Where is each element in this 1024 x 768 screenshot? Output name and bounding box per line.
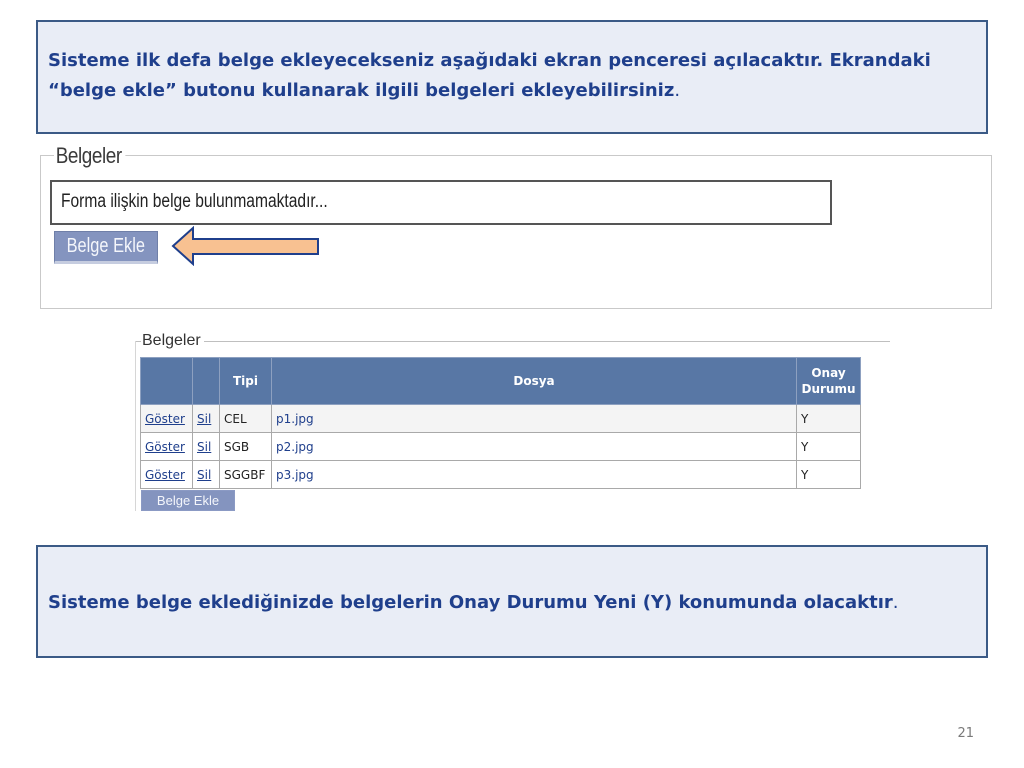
documents-table-legend: Belgeler	[141, 332, 204, 350]
top-instruction-period: .	[674, 80, 681, 101]
header-onay-line1: Onay	[811, 366, 846, 380]
documents-table-frame-left	[135, 341, 136, 511]
bottom-instruction-text: Sisteme belge eklediğinizde belgelerin Onay Durumu Yeni (Y) konumunda olacaktır	[48, 592, 893, 613]
header-action-col	[141, 358, 193, 405]
row-file: p1.jpg	[272, 405, 797, 433]
show-link[interactable]: Göster	[145, 411, 185, 426]
row-approval-status: Y	[797, 433, 861, 461]
add-document-button-label: Belge Ekle	[66, 235, 146, 257]
row-type: SGGBF	[220, 461, 272, 489]
top-instruction-callout	[36, 20, 988, 134]
delete-link[interactable]: Sil	[197, 439, 212, 454]
add-document-button-2[interactable]: Belge Ekle	[141, 490, 235, 511]
row-type: SGB	[220, 433, 272, 461]
top-instruction-text: Sisteme ilk defa belge ekleyecekseniz aşağıdaki ekran penceresi açılacaktır. Ekrandaki “belge ekle” butonu kullanarak ilgili belgeleri ekleyebilirsiniz	[48, 50, 931, 101]
add-document-button[interactable]	[54, 231, 158, 264]
documents-panel-legend: Belgeler	[54, 143, 125, 169]
page-number: 21	[957, 726, 974, 741]
documents-table-frame-top	[135, 341, 890, 342]
table-row	[141, 461, 861, 489]
delete-link[interactable]: Sil	[197, 467, 212, 482]
row-approval-status: Y	[797, 405, 861, 433]
header-dosya: Dosya	[272, 358, 797, 405]
header-delete-col	[193, 358, 220, 405]
documents-table-header	[141, 358, 861, 405]
header-onay-durumu	[797, 358, 861, 405]
row-approval-status: Y	[797, 461, 861, 489]
no-documents-message: Forma ilişkin belge bulunmamaktadır...	[61, 191, 328, 212]
row-file: p2.jpg	[272, 433, 797, 461]
bottom-instruction-period: .	[892, 592, 899, 613]
documents-table	[140, 357, 861, 489]
row-type: CEL	[220, 405, 272, 433]
delete-link[interactable]: Sil	[197, 411, 212, 426]
left-arrow-icon	[171, 226, 321, 266]
no-documents-message-box	[50, 180, 832, 225]
header-tipi: Tipi	[220, 358, 272, 405]
header-onay-line2: Durumu	[801, 382, 856, 396]
bottom-instruction-callout	[36, 545, 988, 658]
show-link[interactable]: Göster	[145, 439, 185, 454]
table-row	[141, 433, 861, 461]
row-file: p3.jpg	[272, 461, 797, 489]
table-row	[141, 405, 861, 433]
show-link[interactable]: Göster	[145, 467, 185, 482]
